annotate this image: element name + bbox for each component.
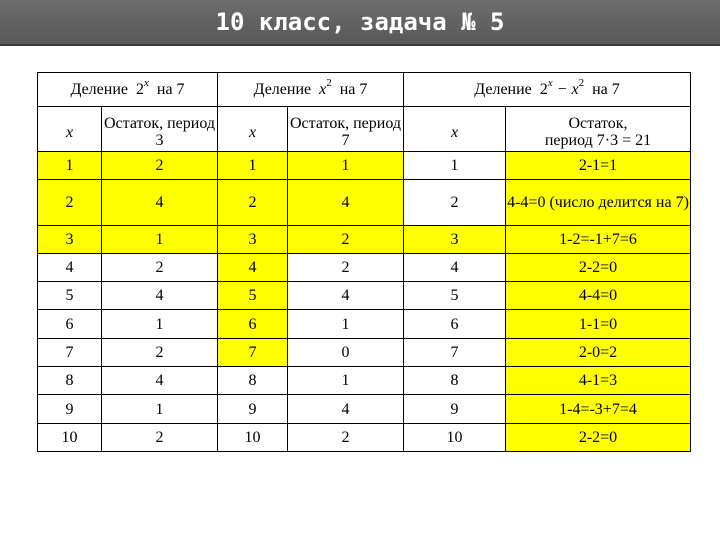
table-row	[38, 180, 691, 225]
cell-rem-2x: 2	[102, 338, 218, 366]
cell-rem-x2: 2	[288, 423, 404, 451]
cell-rem-x2: 1	[288, 367, 404, 395]
cell-rem-x2: 1	[288, 310, 404, 338]
cell-x-b: 1	[218, 151, 288, 179]
col-remainder-period-21: Остаток, период 7·3 = 21	[506, 107, 691, 151]
cell-x-c: 6	[404, 310, 506, 338]
cell-rem-diff: 4-1=3	[506, 367, 691, 395]
cell-x-a: 5	[38, 282, 102, 310]
cell-x-a: 3	[38, 225, 102, 253]
cell-x-b: 8	[218, 367, 288, 395]
table-row	[38, 282, 691, 310]
table-row	[38, 225, 691, 253]
cell-x-b: 3	[218, 225, 288, 253]
cell-x-a: 4	[38, 253, 102, 281]
header-div-2x-minus-x2: Деление $2^x - x^2$ на 7	[404, 73, 691, 107]
cell-rem-diff: 1-4=-3+7=4	[506, 395, 691, 423]
cell-rem-diff: 4-4=0	[506, 282, 691, 310]
cell-x-a: 2	[38, 180, 102, 225]
table-row	[38, 395, 691, 423]
cell-x-a: 1	[38, 151, 102, 179]
cell-x-b: 9	[218, 395, 288, 423]
header-div-2x: Деление 2$^x$ на 7	[38, 73, 218, 107]
cell-x-b: 4	[218, 253, 288, 281]
cell-x-c: 8	[404, 367, 506, 395]
cell-x-c: 4	[404, 253, 506, 281]
cell-x-b: 6	[218, 310, 288, 338]
cell-x-c: 10	[404, 423, 506, 451]
cell-x-c: 7	[404, 338, 506, 366]
cell-rem-x2: 4	[288, 180, 404, 225]
header-div-x2: Деление $x^2$ на 7	[218, 73, 404, 107]
cell-rem-2x: 4	[102, 282, 218, 310]
table-row	[38, 338, 691, 366]
cell-rem-2x: 1	[102, 225, 218, 253]
cell-rem-2x: 1	[102, 310, 218, 338]
cell-x-c: 5	[404, 282, 506, 310]
remainders-table	[37, 72, 691, 452]
cell-x-a: 6	[38, 310, 102, 338]
col-x-2: x	[218, 107, 288, 151]
cell-rem-x2: 4	[288, 282, 404, 310]
table-row	[38, 151, 691, 179]
cell-rem-2x: 4	[102, 367, 218, 395]
cell-x-c: 3	[404, 225, 506, 253]
col-x-1: x	[38, 107, 102, 151]
cell-rem-diff: 2-0=2	[506, 338, 691, 366]
cell-rem-2x: 2	[102, 151, 218, 179]
col-x-3: x	[404, 107, 506, 151]
cell-x-b: 5	[218, 282, 288, 310]
cell-rem-diff: 2-1=1	[506, 151, 691, 179]
col-remainder-period-7: Остаток, период 7	[288, 107, 404, 151]
cell-rem-diff: 2-2=0	[506, 423, 691, 451]
cell-rem-2x: 4	[102, 180, 218, 225]
cell-rem-diff: 1-2=-1+7=6	[506, 225, 691, 253]
cell-x-a: 9	[38, 395, 102, 423]
cell-rem-x2: 2	[288, 253, 404, 281]
cell-x-b: 10	[218, 423, 288, 451]
cell-rem-diff: 2-2=0	[506, 253, 691, 281]
cell-rem-diff: 4-4=0 (число делится на 7)	[506, 180, 691, 225]
cell-x-b: 7	[218, 338, 288, 366]
cell-x-a: 10	[38, 423, 102, 451]
cell-rem-x2: 1	[288, 151, 404, 179]
table-row	[38, 253, 691, 281]
cell-rem-x2: 2	[288, 225, 404, 253]
table-row	[38, 423, 691, 451]
table-row	[38, 310, 691, 338]
cell-x-b: 2	[218, 180, 288, 225]
cell-rem-2x: 2	[102, 423, 218, 451]
cell-rem-x2: 0	[288, 338, 404, 366]
cell-rem-2x: 2	[102, 253, 218, 281]
cell-rem-diff: 1-1=0	[506, 310, 691, 338]
slide-title: 10 класс, задача № 5	[0, 0, 720, 46]
cell-x-a: 8	[38, 367, 102, 395]
table-row	[38, 367, 691, 395]
cell-x-c: 9	[404, 395, 506, 423]
cell-x-c: 2	[404, 180, 506, 225]
cell-x-c: 1	[404, 151, 506, 179]
cell-x-a: 7	[38, 338, 102, 366]
cell-rem-x2: 4	[288, 395, 404, 423]
col-remainder-period-3: Остаток, период 3	[102, 107, 218, 151]
cell-rem-2x: 1	[102, 395, 218, 423]
